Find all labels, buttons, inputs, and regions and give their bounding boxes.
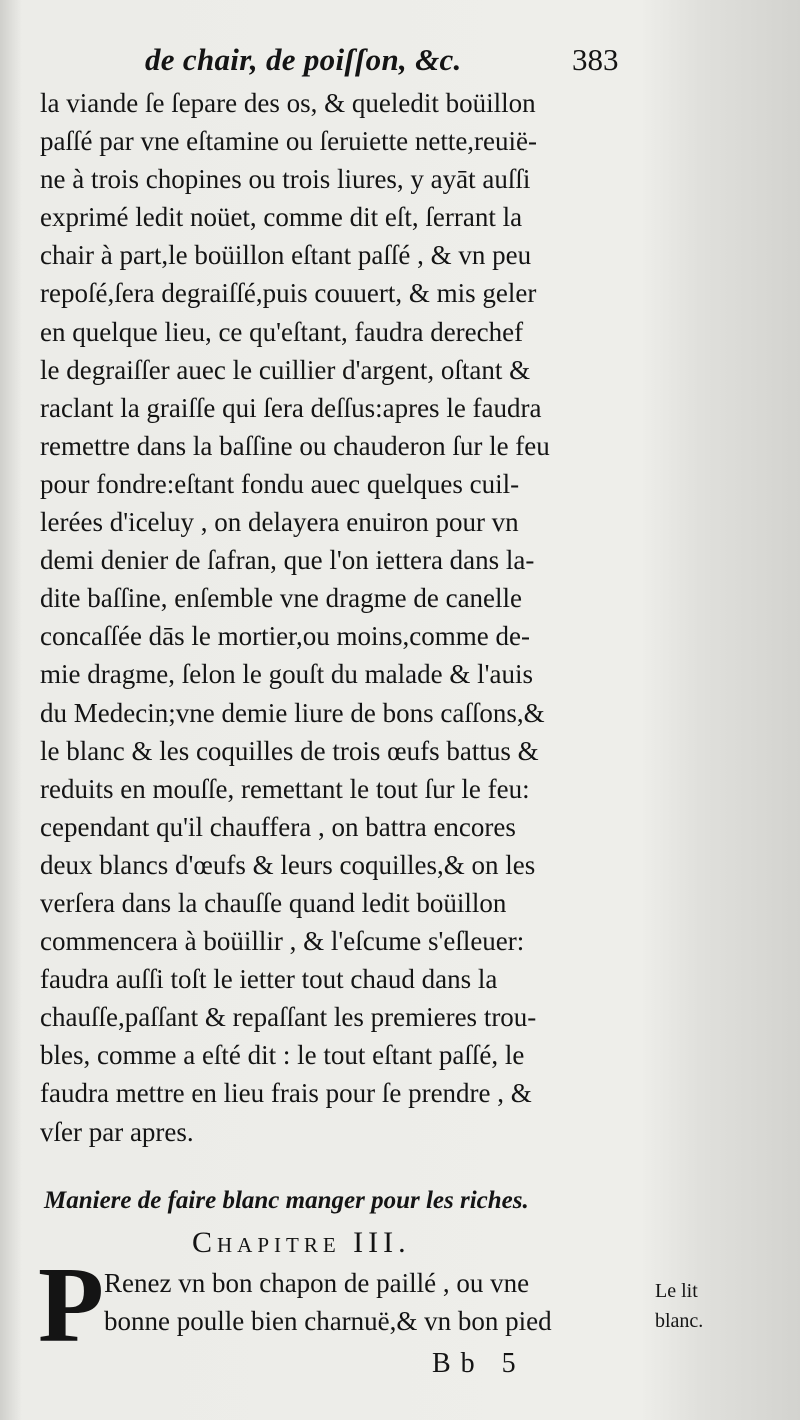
- text-line: chauſſe,paſſant & repaſſant les premieres trou-: [40, 1002, 537, 1033]
- section-title: Maniere de faire blanc manger pour les riches.: [44, 1187, 529, 1214]
- text-line: demi denier de ſafran, que l'on iettera dans la-: [40, 545, 535, 576]
- text-line: concaſſée dās le mortier,ou moins,comme de-: [40, 621, 530, 652]
- running-head: de chair, de poiſſon, &c.: [145, 42, 462, 77]
- text-line: mie dragme, ſelon le gouſt du malade & l'auis: [40, 659, 533, 690]
- chapter-text-line: bonne poulle bien charnuë,& vn bon pied: [104, 1306, 552, 1336]
- margin-note-line: blanc.: [655, 1310, 704, 1332]
- text-line: reduits en mouſſe, remettant le tout ſur le feu:: [40, 773, 530, 804]
- text-line: commencera à boüillir , & l'eſcume s'eſleuer:: [40, 926, 525, 957]
- margin-note-line: Le lit: [655, 1280, 698, 1302]
- text-line: le blanc & les coquilles de trois œufs battus &: [40, 735, 539, 766]
- text-line: cependant qu'il chauffera , on battra encores: [40, 811, 516, 842]
- text-line: chair à part,le boüillon eſtant paſſé , & vn peu: [40, 240, 532, 271]
- body-text: [40, 84, 640, 1151]
- drop-cap: P: [38, 1246, 104, 1365]
- text-line: paſſé par vne eſtamine ou ſeruiette nette,reuië-: [40, 126, 538, 157]
- text-line: lerées d'iceluy , on delayera enuiron pour vn: [40, 507, 519, 538]
- text-line: dite baſſine, enſemble vne dragme de canelle: [40, 583, 523, 614]
- show-through-from-facing-page: [650, 40, 800, 1380]
- page-number: 383: [572, 42, 619, 77]
- text-line: faudra mettre en lieu frais pour ſe prendre , &: [40, 1078, 532, 1109]
- text-line: remettre dans la baſſine ou chauderon ſur le feu: [40, 430, 550, 461]
- chapter-text-line: Renez vn bon chapon de paillé , ou vne: [104, 1268, 530, 1298]
- margin-note: [655, 1276, 703, 1336]
- text-line: verſera dans la chauſſe quand ledit boüillon: [40, 887, 507, 918]
- text-line: le degraiſſer auec le cuillier d'argent, oſtant &: [40, 354, 531, 385]
- text-line: bles, comme a eſté dit : le tout eſtant paſſé, le: [40, 1040, 525, 1071]
- signature-mark: Bb 5: [432, 1348, 526, 1379]
- text-line: raclant la graiſſe qui ſera deſſus:apres le faudra: [40, 392, 542, 423]
- text-line: du Medecin;vne demie liure de bons caſſons,&: [40, 697, 545, 728]
- chapter-heading: Chapitre III.: [192, 1226, 411, 1259]
- text-line: ne à trois chopines ou trois liures, y ayāt auſſi: [40, 164, 531, 195]
- text-line: deux blancs d'œufs & leurs coquilles,& on les: [40, 849, 536, 880]
- text-line: vſer par apres.: [40, 1116, 194, 1147]
- text-line: en quelque lieu, ce qu'eſtant, faudra derechef: [40, 316, 524, 347]
- text-line: pour fondre:eſtant fondu auec quelques cuil-: [40, 468, 520, 499]
- text-line: faudra auſſi toſt le ietter tout chaud dans la: [40, 964, 498, 995]
- text-line: exprimé ledit noüet, comme dit eſt, ſerrant la: [40, 202, 523, 233]
- text-line: la viande ſe ſepare des os, & queledit boüillon: [40, 88, 536, 118]
- text-line: repoſé,ſera degraiſſé,puis couuert, & mis geler: [40, 278, 537, 309]
